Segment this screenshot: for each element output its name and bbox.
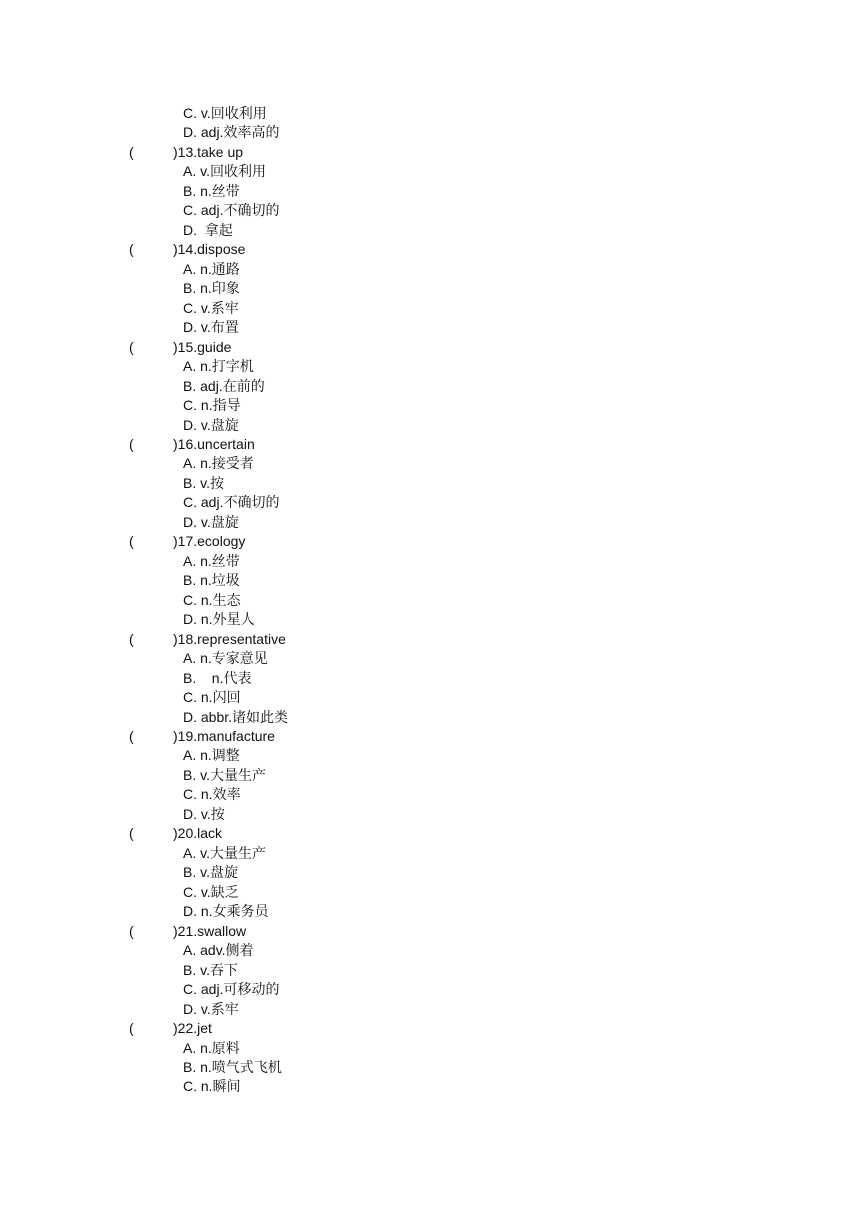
option-line: C. n.指导 (183, 397, 241, 414)
option-line: C. n.效率 (183, 786, 241, 803)
answer-blank-open: ( (129, 922, 134, 939)
question-text: 14.dispose (177, 241, 246, 258)
answer-blank-open: ( (129, 728, 134, 744)
answer-blank-close: ) (173, 533, 178, 550)
option-line: B. n.代表 (183, 669, 252, 686)
question-text: 15.guide (177, 338, 232, 355)
question-line (0, 435, 860, 454)
answer-blank-close: ) (173, 435, 178, 452)
option-line: A. n.调整 (183, 747, 240, 764)
document-page (0, 104, 860, 1097)
question-line (0, 630, 860, 649)
option-line: C. n.瞬间 (183, 1078, 241, 1095)
answer-blank-close: ) (173, 728, 178, 744)
question-text: 20.lack (177, 825, 223, 842)
answer-blank-close: ) (173, 1020, 178, 1037)
option-line: A. n.原料 (183, 1039, 240, 1056)
option-line: A. n.丝带 (183, 552, 240, 569)
answer-blank-open: ( (129, 825, 134, 842)
question-text: 16.uncertain (177, 435, 255, 452)
option-line: C. v.系牢 (183, 299, 239, 316)
option-line: D. n.女乘务员 (183, 903, 269, 920)
answer-blank-close: ) (173, 825, 178, 842)
question-line (0, 532, 860, 551)
option-line: B. v.按 (183, 474, 224, 491)
answer-blank-close: ) (173, 922, 178, 939)
option-line: A. n.通路 (183, 260, 240, 277)
option-line: D. v.盘旋 (183, 513, 239, 530)
option-line: A. adv.侧着 (183, 942, 254, 959)
option-line: D. abbr.诸如此类 (183, 708, 289, 725)
question-line (0, 338, 860, 357)
answer-blank-close: ) (173, 630, 178, 647)
option-line: D. v.布置 (183, 319, 239, 336)
option-line: D. v.系牢 (183, 1000, 239, 1017)
option-line: D. n.外星人 (183, 611, 255, 628)
answer-blank-open: ( (129, 1020, 134, 1037)
option-line: D. adj.效率高的 (183, 124, 280, 141)
option-line: C. n.生态 (183, 591, 241, 608)
answer-blank-open: ( (129, 143, 134, 160)
option-line: A. v.回收利用 (183, 163, 266, 180)
option-line: C. v.回收利用 (183, 105, 267, 121)
option-line: D. v.按 (183, 805, 225, 822)
option-line: D. v.盘旋 (183, 416, 239, 433)
answer-blank-open: ( (129, 533, 134, 550)
question-line (0, 240, 860, 259)
question-line (0, 727, 860, 746)
option-line: A. n.接受者 (183, 455, 254, 472)
option-line: B. n.喷气式飞机 (183, 1058, 282, 1075)
question-line (0, 1019, 860, 1038)
question-text: 22.jet (177, 1020, 212, 1037)
answer-blank-open: ( (129, 630, 134, 647)
answer-blank-close: ) (173, 143, 178, 160)
answer-blank-open: ( (129, 241, 134, 258)
question-line (0, 922, 860, 941)
option-line: B. adj.在前的 (183, 377, 265, 394)
question-line (0, 824, 860, 843)
answer-blank-open: ( (129, 435, 134, 452)
option-line: A. n.专家意见 (183, 650, 268, 667)
option-line: A. n.打字机 (183, 358, 254, 375)
option-line: B. v.大量生产 (183, 766, 266, 783)
question-text: 19.manufacture (177, 728, 275, 744)
option-line: A. v.大量生产 (183, 844, 266, 861)
option-line: B. v.盘旋 (183, 864, 238, 881)
question-text: 18.representative (177, 630, 286, 647)
answer-blank-open: ( (129, 338, 134, 355)
option-line: C. v.缺乏 (183, 883, 239, 900)
question-text: 17.ecology (177, 533, 246, 550)
option-line: C. adj.不确切的 (183, 202, 280, 219)
option-line: B. n.印象 (183, 280, 240, 297)
question-line (0, 143, 860, 162)
answer-blank-close: ) (173, 241, 178, 258)
option-line: D. 拿起 (183, 221, 233, 238)
option-line: B. v.吞下 (183, 961, 238, 978)
question-text: 21.swallow (177, 922, 247, 939)
option-line: C. adj.可移动的 (183, 981, 280, 998)
question-text: 13.take up (177, 143, 244, 160)
answer-blank-close: ) (173, 338, 178, 355)
option-line: C. adj.不确切的 (183, 494, 280, 511)
option-line: C. n.闪回 (183, 689, 241, 706)
option-line: B. n.丝带 (183, 182, 240, 199)
option-line: B. n.垃圾 (183, 572, 240, 589)
